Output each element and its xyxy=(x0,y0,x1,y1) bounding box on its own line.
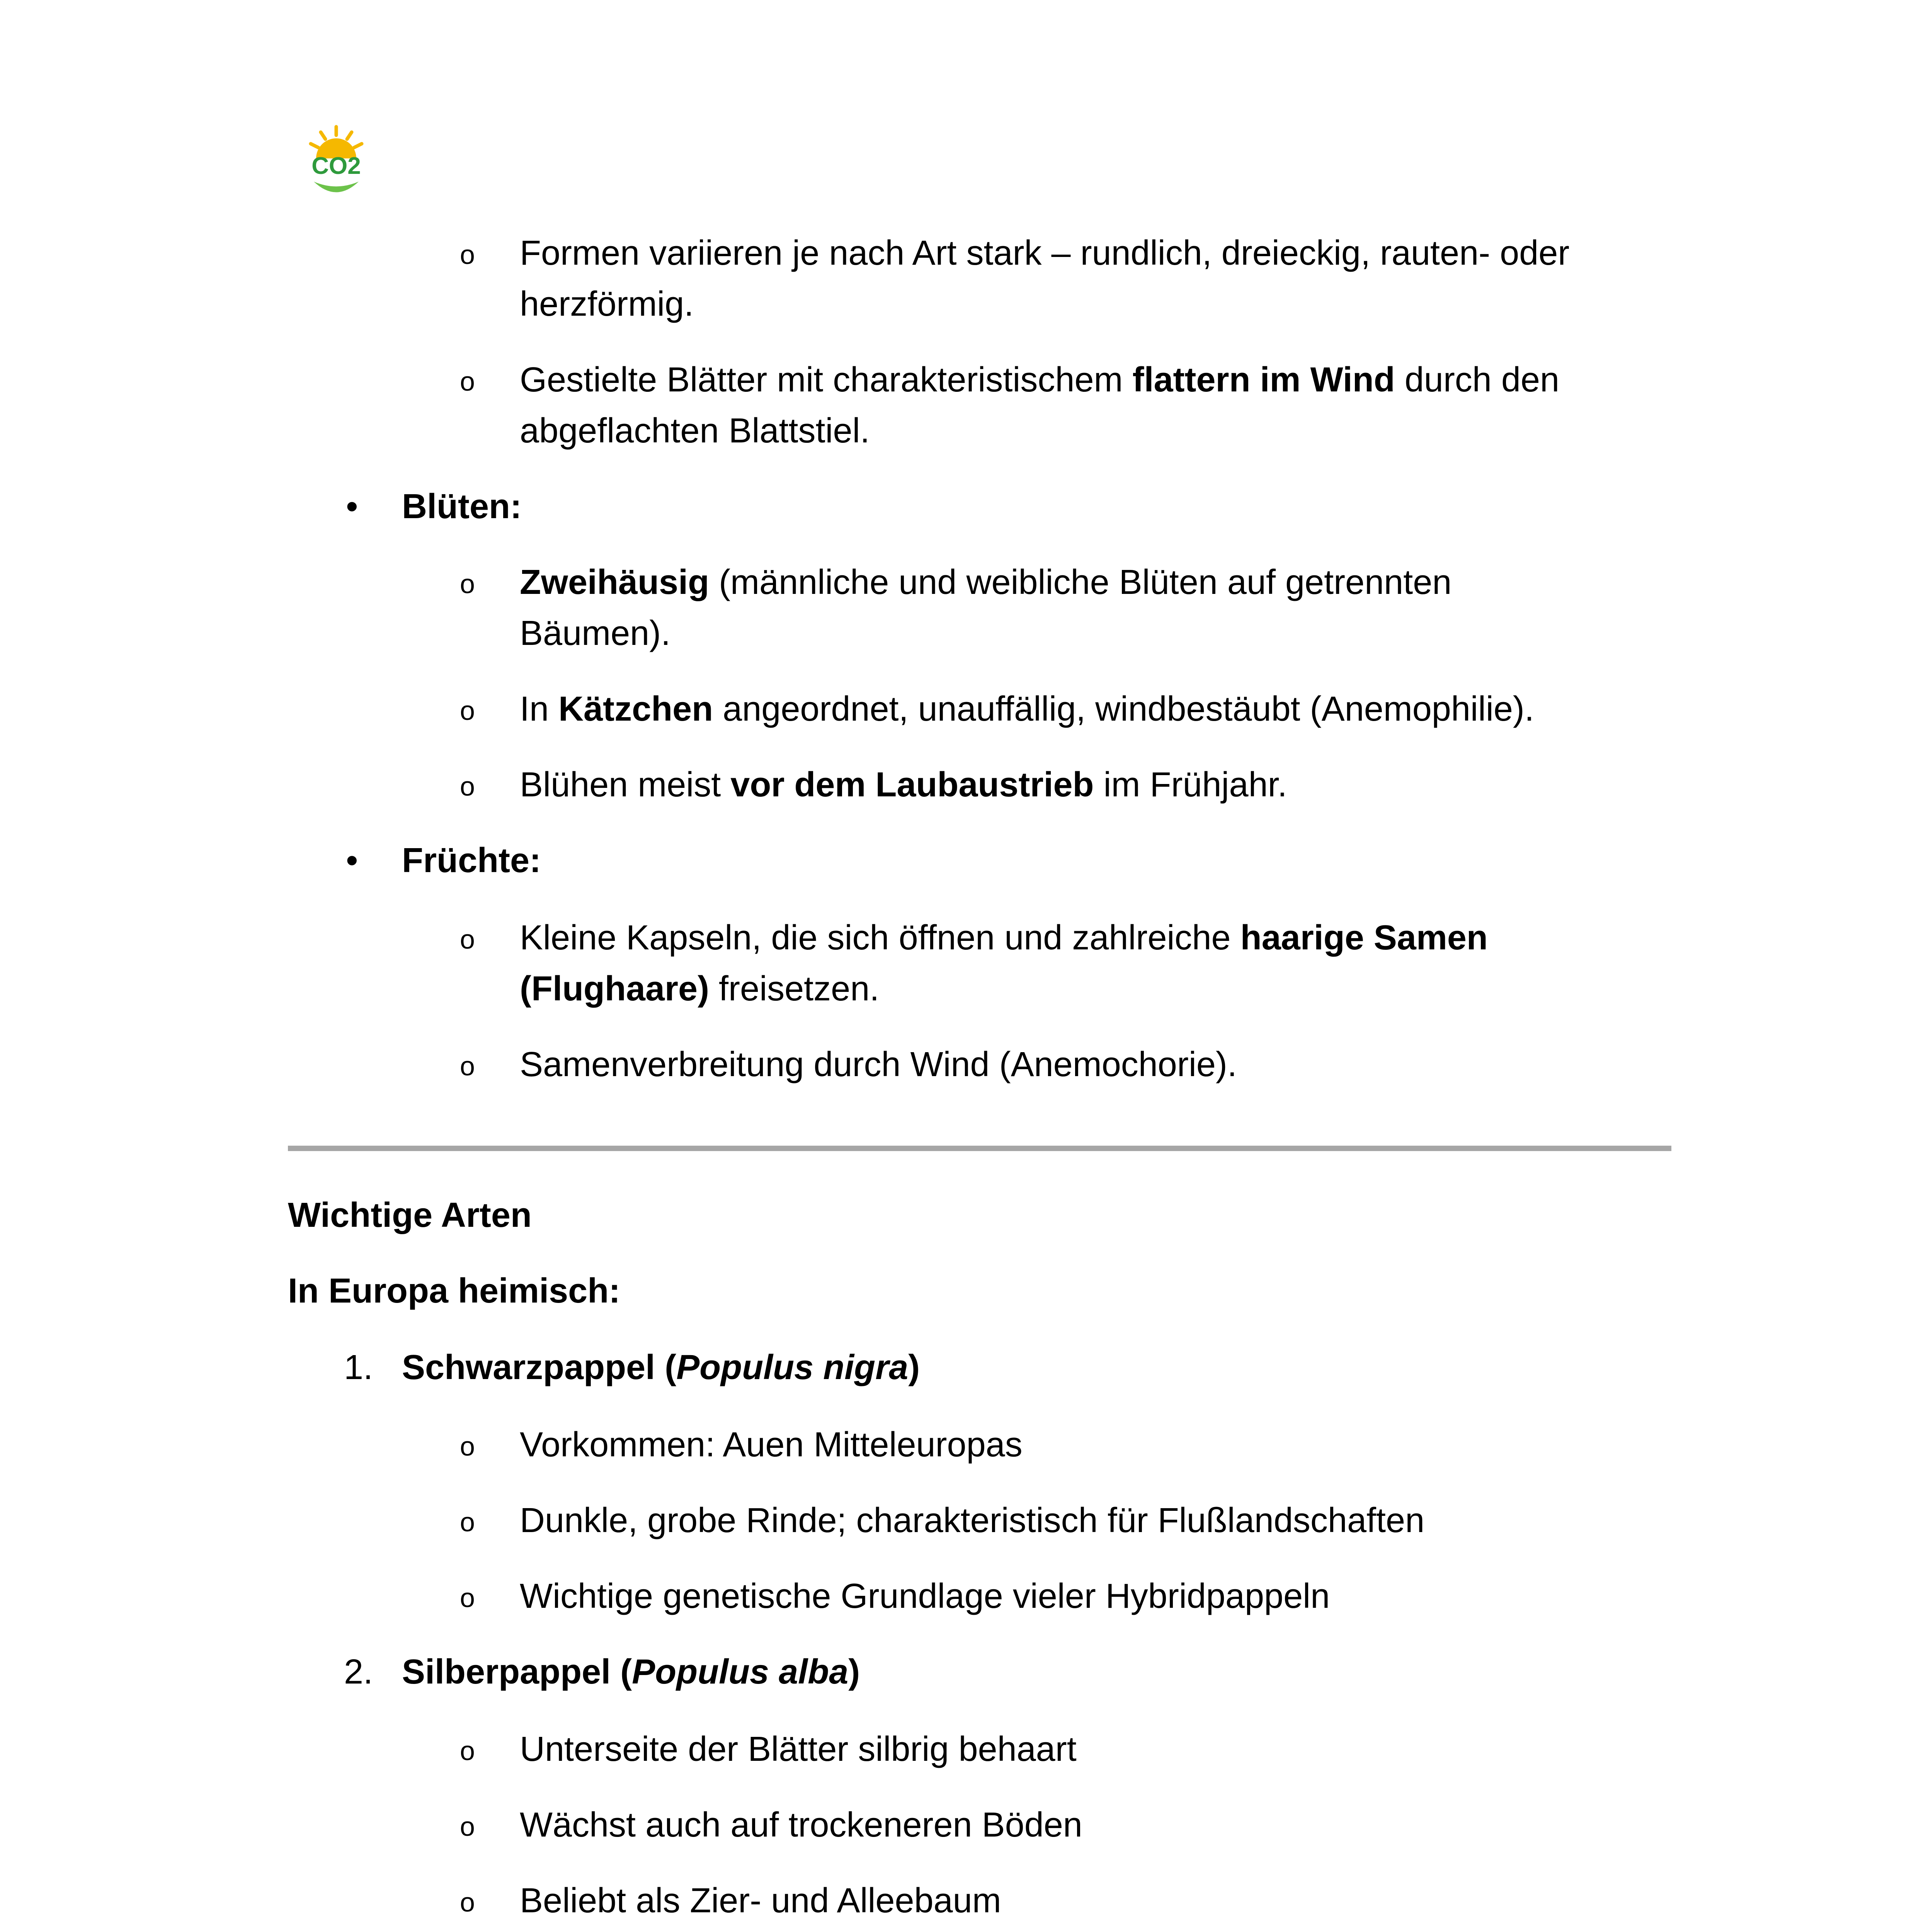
species-title: Silberpappel (Populus alba) xyxy=(402,1653,860,1691)
species-title: Schwarzpappel (Populus nigra) xyxy=(402,1348,920,1387)
blueten-label: Blüten: xyxy=(402,487,522,526)
list-item: Kleine Kapseln, die sich öffnen und zahlreiche haarige Samen xyxy=(520,918,1488,957)
fruechte-label: Früchte: xyxy=(402,841,541,880)
list-item: Gestielte Blätter mit charakteristischem flattern im Wind durch den xyxy=(520,361,1560,399)
list-item-cont: abgeflachten Blattstiel. xyxy=(520,412,870,450)
sub-bullet: o xyxy=(460,1887,475,1917)
list-number: 2. xyxy=(344,1653,373,1691)
horizontal-rule xyxy=(288,1146,1671,1151)
list-item: Wächst auch auf trockeneren Böden xyxy=(520,1806,1082,1844)
europe-heading: In Europa heimisch: xyxy=(288,1272,621,1310)
logo-text: CO2 xyxy=(311,153,361,179)
list-item: Vorkommen: Auen Mitteleuropas xyxy=(520,1425,1023,1464)
list-item: Wichtige genetische Grundlage vieler Hybridpappeln xyxy=(520,1577,1330,1616)
list-item-cont: Bäumen). xyxy=(520,614,671,653)
list-item-cont: herzförmig. xyxy=(520,285,694,323)
sub-bullet: o xyxy=(460,569,475,599)
list-number: 1. xyxy=(344,1348,373,1387)
list-item: Beliebt als Zier- und Alleebaum xyxy=(520,1881,1001,1920)
sub-bullet: o xyxy=(460,1811,475,1842)
sub-bullet: o xyxy=(460,240,475,270)
list-item: In Kätzchen angeordnet, unauffällig, windbestäubt (Anemophilie). xyxy=(520,690,1534,728)
list-item-cont: (Flughaare) freisetzen. xyxy=(520,969,880,1008)
sub-bullet: o xyxy=(460,1736,475,1766)
sub-bullet: o xyxy=(460,924,475,954)
bullet: • xyxy=(346,487,358,526)
sub-bullet: o xyxy=(460,1507,475,1537)
list-item: Blühen meist vor dem Laubaustrieb im Frühjahr. xyxy=(520,765,1287,804)
sub-bullet: o xyxy=(460,1051,475,1081)
section-title: Wichtige Arten xyxy=(288,1196,532,1235)
co2-logo xyxy=(305,124,367,201)
list-item: Samenverbreitung durch Wind (Anemochorie). xyxy=(520,1045,1237,1084)
list-item: Unterseite der Blätter silbrig behaart xyxy=(520,1730,1077,1769)
sub-bullet: o xyxy=(460,1583,475,1613)
sub-bullet: o xyxy=(460,771,475,801)
list-item: Zweihäusig (männliche und weibliche Blüten auf getrennten xyxy=(520,563,1452,602)
bullet: • xyxy=(346,841,358,880)
list-item: Dunkle, grobe Rinde; charakteristisch für Flußlandschaften xyxy=(520,1501,1425,1540)
list-item: Formen variieren je nach Art stark – rundlich, dreieckig, rauten- oder xyxy=(520,234,1570,272)
sub-bullet: o xyxy=(460,1431,475,1461)
sub-bullet: o xyxy=(460,696,475,726)
sub-bullet: o xyxy=(460,366,475,396)
